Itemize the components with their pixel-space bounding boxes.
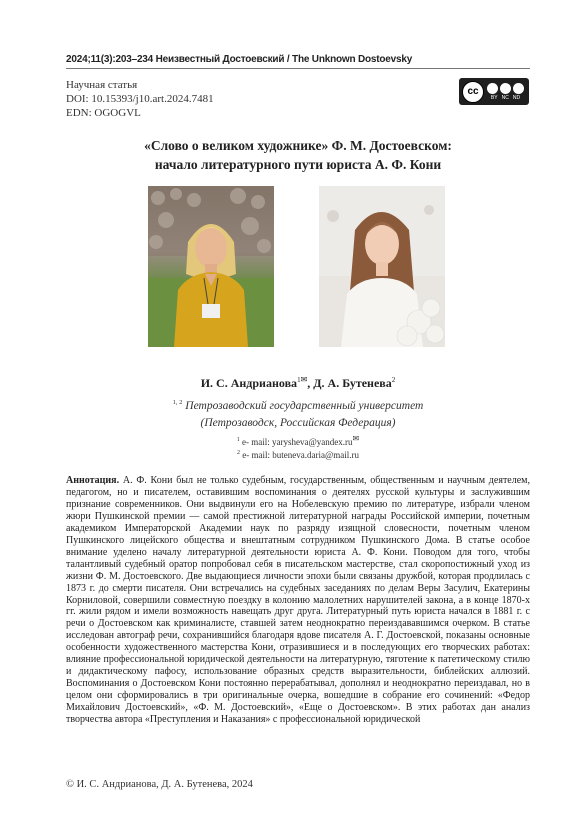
- running-head: 2024;11(3):203–234 Неизвестный Достоевский / The Unknown Dostoevsky: [66, 54, 413, 65]
- edn: EDN: OGOGVL: [66, 107, 141, 119]
- author-photo-buteneva: [319, 186, 445, 347]
- authors-separator: ,: [307, 376, 314, 390]
- email-line-1: [66, 434, 530, 447]
- author-2-affil-mark: 2: [391, 376, 396, 384]
- authors-line: [66, 375, 530, 391]
- doi-link[interactable]: DOI: 10.15393/j10.art.2024.7481: [66, 93, 214, 105]
- cc-icon: cc: [462, 81, 484, 103]
- cc-term-by: BY: [490, 94, 498, 101]
- affil-university: Петрозаводский государственный университет: [182, 399, 424, 412]
- email-1-mark: 1: [236, 437, 240, 443]
- affil-city: (Петрозаводск, Российская Федерация): [200, 416, 396, 429]
- affiliation: [66, 394, 530, 432]
- author-1-affil-mark: 1: [297, 376, 301, 384]
- author-photo-andrianova: [148, 186, 274, 347]
- article-type: Научная статья: [66, 79, 138, 91]
- header-rule: [66, 68, 530, 69]
- title-line-1: «Слово о великом художнике» Ф. М. Достоевском:: [144, 138, 452, 153]
- article-meta: [66, 78, 214, 120]
- abstract: [66, 475, 530, 726]
- noderivatives-icon: [513, 83, 524, 94]
- article-page: [66, 0, 530, 820]
- affil-marks: 1, 2: [172, 399, 183, 406]
- abstract-label: Аннотация.: [66, 475, 120, 486]
- email-line-2: [66, 450, 530, 460]
- email-1-address[interactable]: e- mail: yarysheva@yandex.ru: [239, 437, 353, 447]
- noncommercial-icon: [500, 83, 511, 94]
- cc-term-nd: ND: [512, 94, 521, 101]
- abstract-text: А. Ф. Кони был не только судебным, государственным, общественным и научным деятелем, педагогом, но и писателем, оставившим воспоминания о деятелях русской культуры и заслужившим признание современников. Они выдвинули его на Нобелевскую премию по литературе, избрали членом жюри Пушкинской премии — самой престижной литературной награды Российской империи, почетным академиком Императорской Академии наук по разряду изящной словесности, почетным членом Пушкинского лицейского общества и внештатным сотрудником Пушкинского Дома. В статье особое внимание уделено началу литературной деятельности юриста А. Ф. Кони. Поводом для того, чтобы талантливый судебный оратор попробовал себя в писательском мастерстве, стал скоропостижный уход из жизни Ф. М. Достоевского. Две выдающиеся личности эпохи были связаны дружбой, которая продлилась с 1873 г. до смерти писателя. Они встречались на судебных заседаниях по делам Веры Засулич, Екатерины Корниловой, совершили совместную поездку в колонию малолетних нарушителей закона, а в конце 1870-х гг. жили рядом и имели возможность навещать друг друга. Литературный путь юриста начался в 1881 г. с речи о Достоевском как криминалисте, ставшей затем неоднократно переиздававшимся очерком. В статье исследован автограф речи, сохранившийся благодаря вдове писателя А. Г. Достоевской, показаны основные особенности художественного мастерства Кони, отразившиеся и в последующих его творческих работах: влияние профессиональной юридической деятельности на литературную, тяготение к патетическому стилю и дидактическому пафосу, использование образных средств выразительности, библейских аллюзий. Воспоминания о Достоевском Кони постоянно перерабатывал, дополнял и неоднократно переиздавал, но в целом они сформировались в три оригинальные очерка, вошедшие в собрание его сочинений: «Федор Михайлович Достоевский», «Ф. М. Достоевский», «Еще о Достоевском». В этих работах дан анализ творчества автора «Преступления и Наказания» с профессиональной юридической: [66, 475, 531, 726]
- article-title: [66, 136, 530, 174]
- author-buteneva: Д. А. Бутенева: [313, 376, 392, 390]
- email-2-address[interactable]: e- mail: buteneva.daria@mail.ru: [240, 450, 359, 460]
- cc-term-nc: NC: [501, 94, 509, 101]
- title-line-2: начало литературного пути юриста А. Ф. Кони: [154, 157, 442, 172]
- cc-license-badge[interactable]: [459, 78, 529, 105]
- by-attribution-icon: [487, 83, 498, 94]
- email-2-mark: 2: [237, 450, 240, 456]
- email-1-mail-icon: ✉: [352, 434, 360, 443]
- author-andrianova: И. С. Андрианова: [200, 376, 298, 390]
- copyright: © И. С. Андрианова, Д. А. Бутенева, 2024: [66, 779, 253, 790]
- mail-icon[interactable]: ✉: [300, 375, 308, 384]
